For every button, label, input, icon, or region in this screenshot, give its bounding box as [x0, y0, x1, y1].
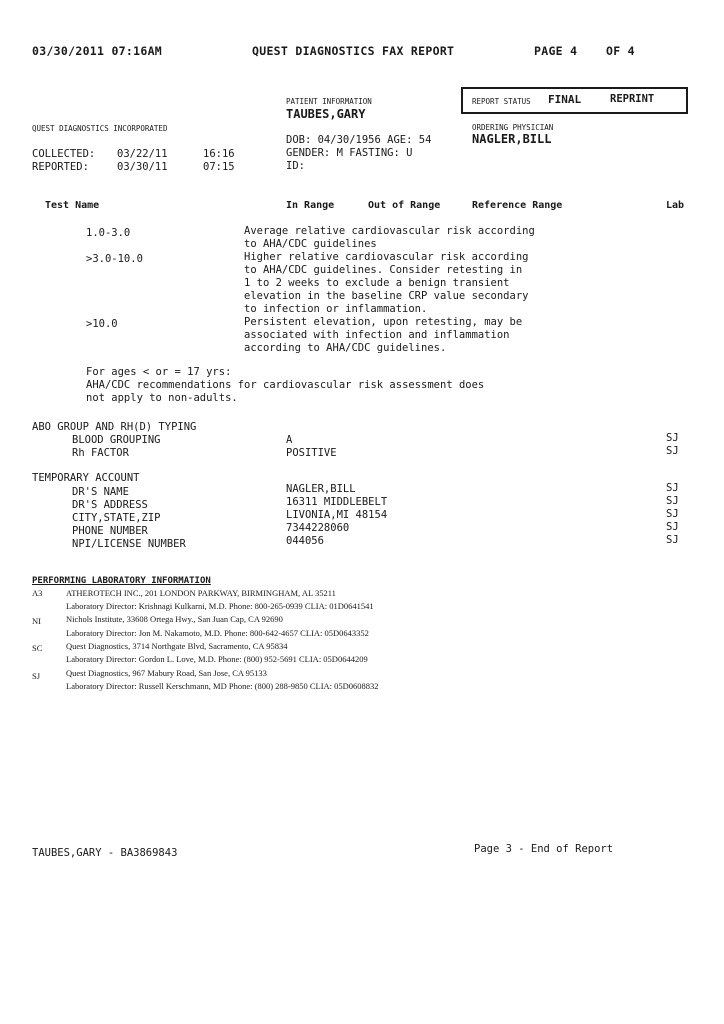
patient-gender: GENDER: M FASTING: U	[286, 147, 413, 159]
lab-address: Nichols Institute, 33608 Ortega Hwy., San Juan Cap, CA 92690	[66, 614, 283, 624]
col-lab: Lab	[666, 200, 685, 211]
temp-row-lab: SJ	[666, 482, 679, 494]
col-out-of-range: Out of Range	[368, 200, 441, 211]
temp-row-value: 044056	[286, 535, 324, 547]
footer-end: Page 3 - End of Report	[474, 843, 614, 855]
lab-code: A3	[32, 588, 43, 598]
abo-row-value: A	[286, 434, 293, 446]
lab-code: NI	[32, 616, 41, 626]
page-label: PAGE 4	[534, 44, 578, 58]
crp-interp-1: Average relative cardiovascular risk according to AHA/CDC guidelines	[244, 225, 535, 250]
abo-row-value: POSITIVE	[286, 447, 337, 459]
temp-row-value: LIVONIA,MI 48154	[286, 509, 388, 521]
temp-row-lab: SJ	[666, 495, 679, 507]
patient-name: TAUBES,GARY	[286, 107, 366, 121]
temp-row-value: 16311 MIDDLEBELT	[286, 496, 388, 508]
col-test-name: Test Name	[45, 200, 100, 211]
col-in-range: In Range	[286, 200, 335, 211]
report-status-label: REPORT STATUS	[472, 97, 531, 106]
abo-row-lab: SJ	[666, 432, 679, 444]
footer-patient: TAUBES,GARY - BA3869843	[32, 847, 178, 859]
collected-label: COLLECTED:	[32, 148, 96, 160]
patient-info-label: PATIENT INFORMATION	[286, 97, 372, 106]
crp-range-2: >3.0-10.0	[86, 253, 143, 265]
reported-date: 03/30/11	[117, 161, 168, 173]
patient-id: ID:	[286, 160, 305, 172]
lab-code: SJ	[32, 671, 41, 681]
temp-row-name: CITY,STATE,ZIP	[72, 512, 161, 524]
lab-address: ATHEROTECH INC., 201 LONDON PARKWAY, BIRMINGHAM, AL 35211	[66, 588, 336, 598]
temp-row-name: NPI/LICENSE NUMBER	[72, 538, 186, 550]
ordering-physician-name: NAGLER,BILL	[472, 132, 552, 146]
performing-title: PERFORMING LABORATORY INFORMATION	[32, 576, 211, 586]
crp-range-1: 1.0-3.0	[86, 227, 131, 239]
temp-row-name: DR'S NAME	[72, 486, 129, 498]
reprint-label: REPRINT	[610, 93, 655, 105]
temp-row-lab: SJ	[666, 508, 679, 520]
temp-row-name: PHONE NUMBER	[72, 525, 148, 537]
temp-row-value: NAGLER,BILL	[286, 483, 356, 495]
abo-row-lab: SJ	[666, 445, 679, 457]
temp-row-value: 7344228060	[286, 522, 350, 534]
temp-row-lab: SJ	[666, 521, 679, 533]
collected-time: 16:16	[203, 148, 235, 160]
report-status-value: FINAL	[548, 93, 582, 106]
lab-address: Quest Diagnostics, 967 Mabury Road, San Jose, CA 95133	[66, 668, 267, 678]
lab-address: Quest Diagnostics, 3714 Northgate Blvd, Sacramento, CA 95834	[66, 641, 288, 651]
of-label: OF 4	[606, 44, 635, 58]
abo-row-name: Rh FACTOR	[72, 447, 129, 459]
collected-date: 03/22/11	[117, 148, 168, 160]
abo-row-name: BLOOD GROUPING	[72, 434, 161, 446]
col-reference-range: Reference Range	[472, 200, 563, 211]
fax-datetime: 03/30/2011 07:16AM	[32, 44, 163, 58]
lab-director: Laboratory Director: Gordon L. Love, M.D. Phone: (800) 952-5691 CLIA: 05D0644209	[66, 654, 368, 664]
patient-dob: DOB: 04/30/1956 AGE: 54	[286, 134, 432, 146]
lab-director: Laboratory Director: Krishnagi Kulkarni, M.D. Phone: 800-265-0939 CLIA: 01D0641541	[66, 601, 374, 611]
temp-row-name: DR'S ADDRESS	[72, 499, 148, 511]
fax-title: QUEST DIAGNOSTICS FAX REPORT	[252, 44, 455, 58]
ages-note: For ages < or = 17 yrs: AHA/CDC recommendations for cardiovascular risk assessment does not apply to non-adults.	[86, 366, 485, 404]
reported-label: REPORTED:	[32, 161, 89, 173]
lab-code: SC	[32, 643, 43, 653]
crp-interp-2: Higher relative cardiovascular risk according to AHA/CDC guidelines. Consider retesting in 1 to 2 weeks to exclude a benign transient elevation in the baseline CRP value secondary to infection or inflammation.	[244, 251, 529, 315]
reported-time: 07:15	[203, 161, 235, 173]
lab-director: Laboratory Director: Russell Kerschmann, MD Phone: (800) 288-9850 CLIA: 05D0608832	[66, 681, 379, 691]
crp-interp-3: Persistent elevation, upon retesting, may be associated with infection and inflammation according to AHA/CDC guidelines.	[244, 316, 523, 354]
temp-account-title: TEMPORARY ACCOUNT	[32, 472, 140, 484]
lab-director: Laboratory Director: Jon M. Nakamoto, M.D. Phone: 800-642-4657 CLIA: 05D0643352	[66, 628, 369, 638]
crp-range-3: >10.0	[86, 318, 118, 330]
company-name: QUEST DIAGNOSTICS INCORPORATED	[32, 124, 168, 133]
abo-title: ABO GROUP AND RH(D) TYPING	[32, 421, 197, 433]
temp-row-lab: SJ	[666, 534, 679, 546]
ordering-physician-label: ORDERING PHYSICIAN	[472, 123, 554, 132]
